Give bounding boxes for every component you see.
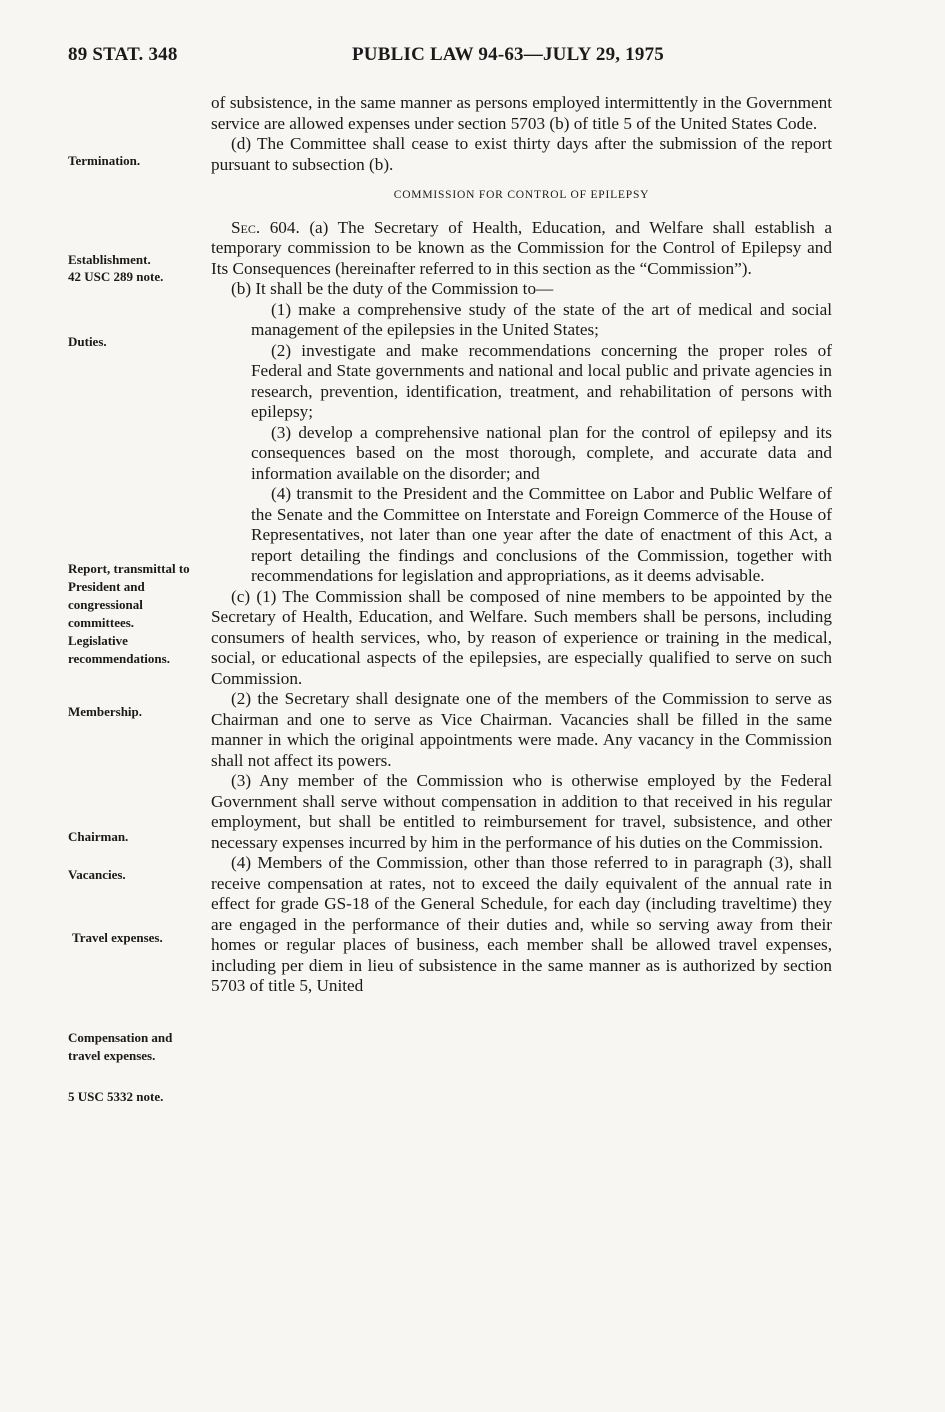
margin-note-travel: Travel expenses. <box>72 930 163 945</box>
section-label: Sec. 604. <box>231 217 300 237</box>
paragraph-c3: (3) Any member of the Commission who is otherwise employed by the Federal Government shall serve without compensation in addition to that received in his regular employment, but shall be entitled to reimbursement for travel, subsistence, and other necessary expenses incurred by him in the performance of his duties on the Commission. <box>211 771 832 852</box>
list-item-2: (2) investigate and make recommendations concerning the proper roles of Federal and State governments and national and local public and private agencies in research, prevention, identification, treatment, and rehabilitation of persons with epilepsy; <box>251 340 832 421</box>
paragraph-c4: (4) Members of the Commission, other than those referred to in paragraph (3), shall receive compensation at rates, not to exceed the daily equivalent of the annual rate in effect for grade GS-18 of the General Schedule, for each day (including traveltime) they are engaged in the performance of their duties and, while so serving away from their homes or regular places of business, each member shall be allowed travel expenses, including per diem in lieu of subsistence in the same manner as is authorized by section 5703 of title 5, United <box>211 853 832 995</box>
margin-note-membership: Membership. <box>68 704 143 719</box>
list-item-4: (4) transmit to the President and the Committee on Labor and Public Welfare of the Senate and the Committee on Interstate and Foreign Commerce of the House of Representatives, not later than one year after the date of enactment of this Act, a report detailing the findings and conclusions of the Commission, together with recommendations for legislation and appropriations, as it deems advisable. <box>251 484 832 585</box>
statute-text <box>211 93 832 997</box>
law-title: PUBLIC LAW 94-63—JULY 29, 1975 <box>352 44 664 65</box>
margin-note-establishment-cite: 42 USC 289 note. <box>68 269 164 284</box>
margin-note-compensation: Compensation and travel expenses. <box>68 1030 173 1063</box>
paragraph-continuation: of subsistence, in the same manner as persons employed intermittently in the Government service are allowed expenses under section 5703 (b) of title 5 of the United States Code. <box>211 93 832 133</box>
section-heading: COMMISSION FOR CONTROL OF EPILEPSY <box>393 189 650 201</box>
margin-note-establishment: Establishment. <box>68 252 151 267</box>
paragraph-b: (b) It shall be the duty of the Commission to— <box>231 279 554 298</box>
margin-note-chairman: Chairman. <box>68 829 129 844</box>
margin-note-report: Report, transmittal to President and congressional committees. Legislative recommendations. <box>68 561 190 666</box>
margin-note-vacancies: Vacancies. <box>68 867 126 882</box>
paragraph-c2: (2) the Secretary shall designate one of the members of the Commission to serve as Chairman and one to serve as Vice Chairman. Vacancies shall be filled in the same manner in which the original appointments were made. Any vacancy in the Commission shall not affect its powers. <box>211 689 832 770</box>
statute-citation: 89 STAT. 348 <box>68 44 178 65</box>
page-header <box>68 44 835 72</box>
paragraph-sec-604-a-text: (a) The Secretary of Health, Education, and Welfare shall establish a temporary commission to be known as the Commission for the Control of Epilepsy and Its Consequences (hereinafter referred to in this section as the “Commission”). <box>211 217 833 278</box>
paragraph-c1: (c) (1) The Commission shall be composed of nine members to be appointed by the Secretary of Health, Education, and Welfare. Such members shall be persons, including consumers of health services, who, by reason of experience or training in the medical, social, or educational aspects of the epilepsies, are especially qualified to serve on such Commission. <box>211 586 832 688</box>
margin-note-duties: Duties. <box>68 334 107 349</box>
margin-note-compensation-cite: 5 USC 5332 note. <box>68 1089 164 1104</box>
list-item-1: (1) make a comprehensive study of the state of the art of medical and social management of the epilepsies in the United States; <box>251 299 832 339</box>
paragraph-d: (d) The Committee shall cease to exist thirty days after the submission of the report pursuant to subsection (b). <box>211 134 832 174</box>
list-item-3: (3) develop a comprehensive national plan for the control of epilepsy and its consequences based on the most thorough, complete, and accurate data and information available on the disorder; and <box>251 422 832 483</box>
margin-note-termination: Termination. <box>68 153 141 168</box>
paragraph-sec-604-a <box>211 218 832 280</box>
